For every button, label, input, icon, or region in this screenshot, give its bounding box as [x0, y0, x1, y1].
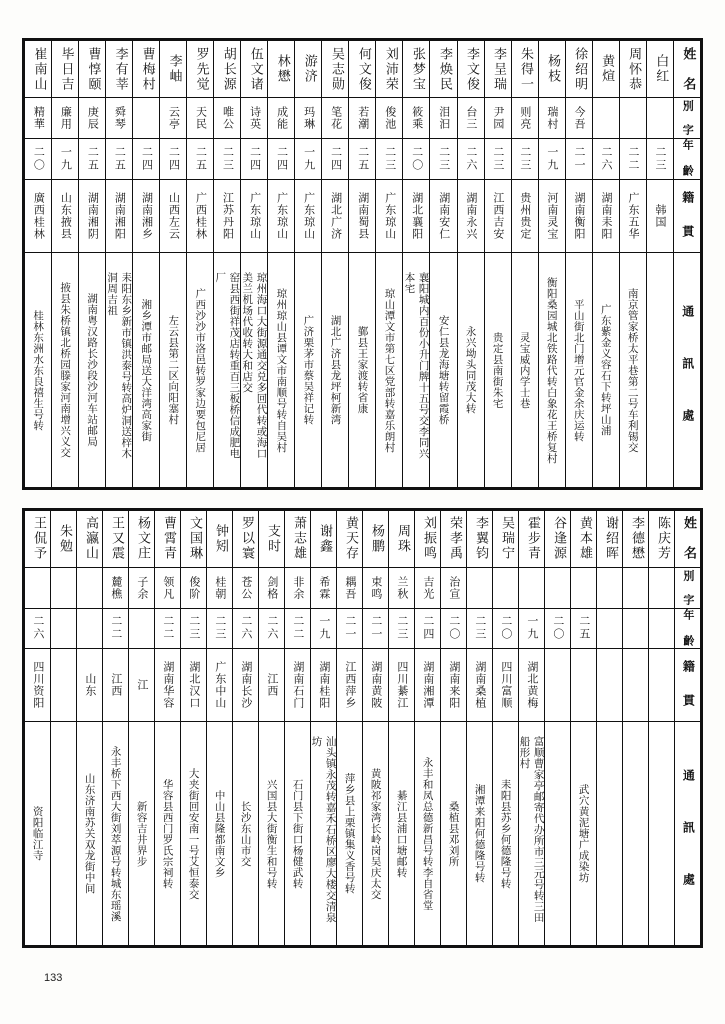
- cell-age-24: [649, 608, 675, 649]
- cell-age-12: 二五: [349, 138, 376, 179]
- cell-name-1: 朱勉: [51, 511, 77, 568]
- cell-age-22: [597, 608, 623, 649]
- cell-native-5: 山西左云: [160, 179, 187, 252]
- cell-alias-17: 尹园: [484, 98, 511, 139]
- cell-native-10: 湖南石门: [285, 649, 311, 722]
- cell-native-24: [649, 649, 675, 722]
- header-native: 籍 貫: [673, 179, 700, 252]
- cell-native-14: 四川綦江: [389, 649, 415, 722]
- cell-name-18: 朱得一: [511, 41, 538, 98]
- cell-name-3: 李有莘: [106, 41, 133, 98]
- cell-name-21: 黄煊: [592, 41, 619, 98]
- cell-alias-20: [545, 567, 571, 608]
- cell-name-12: 黄天存: [337, 511, 363, 568]
- cell-alias-13: 俊池: [376, 98, 403, 139]
- header-name: 姓 名: [673, 41, 700, 98]
- cell-name-11: 谢鑫: [311, 511, 337, 568]
- cell-address-11: 湖北广济县龙坪柯新湾: [322, 253, 349, 488]
- cell-name-23: 白红: [646, 41, 673, 98]
- cell-native-20: 湖南衡阳: [565, 179, 592, 252]
- cell-alias-15: 泪汩: [430, 98, 457, 139]
- cell-native-16: 湖南来阳: [441, 649, 467, 722]
- cell-name-23: 李德懋: [623, 511, 649, 568]
- cell-alias-16: 治宣: [441, 567, 467, 608]
- cell-native-10: 广东琼山: [295, 179, 322, 252]
- cell-address-15: 永丰和凤总德新昌号转李自省堂: [415, 722, 441, 946]
- cell-age-13: 二三: [376, 138, 403, 179]
- cell-age-19: 一九: [519, 608, 545, 649]
- cell-native-12: 湖南蜀县: [349, 179, 376, 252]
- cell-age-4: 二四: [133, 138, 160, 179]
- row-native: [25, 179, 701, 252]
- cell-age-6: 二三: [181, 608, 207, 649]
- cell-address-1: 掖县朱桥镇北桥园滕家河南增兴义交: [52, 253, 79, 488]
- cell-age-23: [623, 608, 649, 649]
- row-address: [25, 722, 701, 946]
- cell-address-13: 琼山潭文市第七区党部转嘉乐朗村: [376, 253, 403, 488]
- cell-name-15: 刘振鸣: [415, 511, 441, 568]
- cell-age-20: 二一: [565, 138, 592, 179]
- cell-address-22: [597, 722, 623, 946]
- cell-native-20: [545, 649, 571, 722]
- cell-age-15: 二三: [430, 138, 457, 179]
- cell-address-17: 湘潭来阳何德隆号转: [467, 722, 493, 946]
- cell-age-5: 二二: [155, 608, 181, 649]
- cell-address-24: [649, 722, 675, 946]
- cell-alias-1: [51, 567, 77, 608]
- cell-alias-10: 玛琳: [295, 98, 322, 139]
- cell-alias-8: 苍公: [233, 567, 259, 608]
- cell-name-7: 胡长源: [214, 41, 241, 98]
- cell-alias-22: [619, 98, 646, 139]
- cell-native-9: 广东琼山: [268, 179, 295, 252]
- cell-name-4: 杨文庄: [129, 511, 155, 568]
- cell-address-19: 富顺曹家亭邮寄代办所市三元号转三田船形村: [519, 722, 545, 946]
- cell-alias-12: 若潮: [349, 98, 376, 139]
- cell-name-16: 李文俊: [457, 41, 484, 98]
- cell-native-19: 河南灵宝: [538, 179, 565, 252]
- cell-address-19: 衡阳桑园城北铁路代转白象花王桥复村: [538, 253, 565, 488]
- cell-native-3: 湖南湘阳: [106, 179, 133, 252]
- cell-native-15: 湖南安仁: [430, 179, 457, 252]
- cell-address-20: [545, 722, 571, 946]
- cell-alias-20: 今吾: [565, 98, 592, 139]
- cell-age-12: 二一: [337, 608, 363, 649]
- cell-address-23: [623, 722, 649, 946]
- cell-native-1: [51, 649, 77, 722]
- cell-name-5: 李岫: [160, 41, 187, 98]
- cell-age-4: [129, 608, 155, 649]
- cell-native-8: 广东琼山: [241, 179, 268, 252]
- cell-address-21: 武穴黄泥塘广成染坊: [571, 722, 597, 946]
- cell-native-15: 湖南湘潭: [415, 649, 441, 722]
- cell-native-9: 江西: [259, 649, 285, 722]
- cell-alias-11: 希霖: [311, 567, 337, 608]
- cell-name-22: 周怀恭: [619, 41, 646, 98]
- cell-address-7: 窑县西街祥茂店转重百三板桥信成肥电厂: [214, 253, 241, 488]
- cell-alias-13: 束鸣: [363, 567, 389, 608]
- cell-alias-0: 精華: [25, 98, 52, 139]
- cell-address-4: 湘乡潭市邮局送大洋湾高家街: [133, 253, 160, 488]
- cell-age-8: 二六: [233, 608, 259, 649]
- cell-native-23: [623, 649, 649, 722]
- cell-address-17: 贵定县南街朱宅: [484, 253, 511, 488]
- cell-native-13: 湖南黄陂: [363, 649, 389, 722]
- cell-name-0: 崔南山: [25, 41, 52, 98]
- cell-name-0: 王侃予: [25, 511, 51, 568]
- cell-native-2: 山东: [77, 649, 103, 722]
- cell-alias-6: 天民: [187, 98, 214, 139]
- cell-address-13: 黄陂祁家湾长岭岗吴庆太交: [363, 722, 389, 946]
- cell-age-5: 二四: [160, 138, 187, 179]
- cell-native-8: 湖南长沙: [233, 649, 259, 722]
- registry-table-body: [25, 41, 701, 488]
- cell-name-4: 曹梅村: [133, 41, 160, 98]
- registry-table: [24, 510, 701, 946]
- cell-native-18: 贵州贵定: [511, 179, 538, 252]
- cell-age-14: 二三: [389, 608, 415, 649]
- cell-address-16: 永兴坳头同茂大转: [457, 253, 484, 488]
- cell-name-15: 李焕民: [430, 41, 457, 98]
- cell-alias-21: [592, 98, 619, 139]
- cell-alias-1: 廉用: [52, 98, 79, 139]
- cell-address-0: 资阳临江寺: [25, 722, 51, 946]
- cell-alias-5: 领凡: [155, 567, 181, 608]
- cell-alias-23: [646, 98, 673, 139]
- cell-age-21: 二五: [571, 608, 597, 649]
- registry-table: [24, 40, 701, 488]
- cell-name-9: 支时: [259, 511, 285, 568]
- cell-age-8: 二四: [241, 138, 268, 179]
- cell-age-13: 二一: [363, 608, 389, 649]
- cell-native-0: 四川资阳: [25, 649, 51, 722]
- cell-age-18: 二〇: [493, 608, 519, 649]
- cell-name-19: 霍步青: [519, 511, 545, 568]
- row-age: [25, 138, 701, 179]
- cell-age-15: 二四: [415, 608, 441, 649]
- registry-table-top: [22, 38, 703, 490]
- cell-alias-18: 则亮: [511, 98, 538, 139]
- cell-alias-0: [25, 567, 51, 608]
- row-name: [25, 511, 701, 568]
- cell-name-20: 谷逢源: [545, 511, 571, 568]
- cell-native-14: 湖北襄阳: [403, 179, 430, 252]
- page-number: 133: [44, 972, 63, 984]
- cell-alias-11: 笔花: [322, 98, 349, 139]
- cell-native-5: 湖南华容: [155, 649, 181, 722]
- cell-native-1: 山东掖县: [52, 179, 79, 252]
- cell-native-21: 湖南耒阳: [592, 179, 619, 252]
- cell-name-8: 伍文诸: [241, 41, 268, 98]
- cell-name-2: 曹惇颐: [79, 41, 106, 98]
- cell-address-4: 新容吉井界步: [129, 722, 155, 946]
- cell-address-23: [646, 253, 673, 488]
- cell-name-17: 李呈瑞: [484, 41, 511, 98]
- cell-name-10: 游济: [295, 41, 322, 98]
- cell-alias-21: [571, 567, 597, 608]
- row-address: [25, 253, 701, 488]
- cell-native-22: [597, 649, 623, 722]
- row-native: [25, 649, 701, 722]
- cell-address-18: 灵宝威内学士巷: [511, 253, 538, 488]
- cell-alias-2: [77, 567, 103, 608]
- cell-alias-17: [467, 567, 493, 608]
- cell-age-1: 一九: [52, 138, 79, 179]
- header-native: 籍 貫: [675, 649, 701, 722]
- cell-address-6: 广西沙沙市洛邑转罗家边要包尼居: [187, 253, 214, 488]
- cell-address-9: 琼州琼山县谭文市南顺号转自吴村: [268, 253, 295, 488]
- cell-name-2: 高瀛山: [77, 511, 103, 568]
- cell-native-23: 韩国: [646, 179, 673, 252]
- cell-alias-14: 筱乘: [403, 98, 430, 139]
- cell-age-17: 二三: [467, 608, 493, 649]
- cell-age-2: 二五: [79, 138, 106, 179]
- cell-address-1: [51, 722, 77, 946]
- cell-alias-5: 云亭: [160, 98, 187, 139]
- cell-native-12: 江西萍乡: [337, 649, 363, 722]
- cell-native-17: 湖南桑植: [467, 649, 493, 722]
- cell-name-19: 杨枝: [538, 41, 565, 98]
- cell-address-12: 萍乡县上栗镇集义香号转: [337, 722, 363, 946]
- cell-address-22: 南京管家桥太平巷第二号车利锡交: [619, 253, 646, 488]
- cell-alias-16: 台三: [457, 98, 484, 139]
- registry-table-bottom: [22, 508, 703, 948]
- cell-age-9: 二四: [268, 138, 295, 179]
- cell-name-18: 吴瑞宁: [493, 511, 519, 568]
- registry-table-body: [25, 511, 701, 946]
- cell-native-13: 广东琼山: [376, 179, 403, 252]
- cell-age-7: 二三: [207, 608, 233, 649]
- cell-native-3: 江西: [103, 649, 129, 722]
- cell-address-6: 大夹街回安南一号艾恒泰交: [181, 722, 207, 946]
- row-name: [25, 41, 701, 98]
- cell-name-13: 杨鹏: [363, 511, 389, 568]
- cell-native-7: 江苏丹阳: [214, 179, 241, 252]
- cell-age-11: 一九: [311, 608, 337, 649]
- cell-address-20: 平山街北门增元官金余庆运转: [565, 253, 592, 488]
- cell-age-21: 二六: [592, 138, 619, 179]
- cell-alias-19: 瑞村: [538, 98, 565, 139]
- cell-address-3: 耒阳东乡新市镇洪泰号转高炉洞送梓木洞周吉祖: [106, 253, 133, 488]
- cell-alias-15: 吉光: [415, 567, 441, 608]
- cell-name-14: 周珠: [389, 511, 415, 568]
- cell-age-0: 二六: [25, 608, 51, 649]
- cell-address-2: 山东济南苏关双龙街中间: [77, 722, 103, 946]
- cell-age-23: 二三: [646, 138, 673, 179]
- cell-alias-24: [649, 567, 675, 608]
- header-address: 通 訊 處: [675, 722, 701, 946]
- cell-name-22: 谢绍晖: [597, 511, 623, 568]
- cell-name-1: 毕日吉: [52, 41, 79, 98]
- cell-age-3: 二二: [103, 608, 129, 649]
- cell-alias-4: [133, 98, 160, 139]
- cell-alias-7: 唯公: [214, 98, 241, 139]
- cell-name-24: 陈庆芳: [649, 511, 675, 568]
- cell-name-17: 李翼钧: [467, 511, 493, 568]
- cell-address-12: 鄞县王家渡转省康: [349, 253, 376, 488]
- cell-alias-4: 子余: [129, 567, 155, 608]
- cell-alias-3: 麓樵: [103, 567, 129, 608]
- cell-age-6: 二五: [187, 138, 214, 179]
- cell-age-3: 二五: [106, 138, 133, 179]
- cell-name-16: 荣孝禹: [441, 511, 467, 568]
- cell-age-11: 二四: [322, 138, 349, 179]
- cell-alias-9: 成能: [268, 98, 295, 139]
- cell-address-8: 琼州海口大街源通交兑多回代转或海口美兰机场代收转大和店交: [241, 253, 268, 488]
- cell-alias-3: 舜琴: [106, 98, 133, 139]
- cell-name-8: 罗以寰: [233, 511, 259, 568]
- header-name: 姓 名: [675, 511, 701, 568]
- cell-address-3: 永丰桥下西大街刘萃源号转城东瑶溪: [103, 722, 129, 946]
- cell-address-15: 安仁县龙海塘转留霞桥: [430, 253, 457, 488]
- cell-name-6: 文国琳: [181, 511, 207, 568]
- header-age: 年 齡: [675, 608, 701, 649]
- cell-age-1: [51, 608, 77, 649]
- cell-native-4: 江: [129, 649, 155, 722]
- cell-name-10: 萧志雄: [285, 511, 311, 568]
- cell-name-5: 曹霄青: [155, 511, 181, 568]
- header-address: 通 訊 處: [673, 253, 700, 488]
- cell-age-22: 二二: [619, 138, 646, 179]
- cell-alias-23: [623, 567, 649, 608]
- cell-address-11: 汕头镇永茂转嘉禾石桥区廖大楼交清泉坊: [311, 722, 337, 946]
- cell-age-14: 二〇: [403, 138, 430, 179]
- cell-age-9: 二六: [259, 608, 285, 649]
- cell-name-13: 刘沛荣: [376, 41, 403, 98]
- cell-alias-10: 非余: [285, 567, 311, 608]
- cell-address-10: 石门县下街口杨健武转: [285, 722, 311, 946]
- row-alias: [25, 567, 701, 608]
- cell-alias-9: 剑格: [259, 567, 285, 608]
- cell-name-7: 钟矧: [207, 511, 233, 568]
- cell-age-2: [77, 608, 103, 649]
- cell-alias-6: 俊阶: [181, 567, 207, 608]
- cell-age-20: 二〇: [545, 608, 571, 649]
- cell-address-16: 桑植县邓刘所: [441, 722, 467, 946]
- cell-age-10: 二二: [285, 608, 311, 649]
- header-age: 年 齡: [673, 138, 700, 179]
- cell-native-22: 广东五华: [619, 179, 646, 252]
- cell-alias-12: 耦吾: [337, 567, 363, 608]
- cell-native-21: [571, 649, 597, 722]
- cell-age-19: 一九: [538, 138, 565, 179]
- cell-name-14: 张梦宝: [403, 41, 430, 98]
- cell-address-18: 耒阳县苏乡何德隆号转: [493, 722, 519, 946]
- header-alias: 別 字: [675, 567, 701, 608]
- cell-address-9: 兴国县大街衡生和号转: [259, 722, 285, 946]
- cell-age-16: 二六: [457, 138, 484, 179]
- cell-address-8: 长沙东山市交: [233, 722, 259, 946]
- cell-native-0: 廣西桂林: [25, 179, 52, 252]
- cell-name-3: 王又震: [103, 511, 129, 568]
- cell-name-12: 何文俊: [349, 41, 376, 98]
- cell-address-10: 广济栗茅市蔡吴祥记转: [295, 253, 322, 488]
- cell-age-18: 二三: [511, 138, 538, 179]
- cell-alias-22: [597, 567, 623, 608]
- cell-address-14: 襄阳城内百份小升门牌十五号交李同兴本宅: [403, 253, 430, 488]
- cell-name-11: 吴志勋: [322, 41, 349, 98]
- cell-native-11: 湖南桂阳: [311, 649, 337, 722]
- cell-name-9: 林懋: [268, 41, 295, 98]
- cell-address-2: 湖南粤汉路长沙段沙河车站邮局: [79, 253, 106, 488]
- cell-name-21: 黄本雄: [571, 511, 597, 568]
- cell-alias-14: 兰秋: [389, 567, 415, 608]
- cell-native-16: 湖南永兴: [457, 179, 484, 252]
- cell-address-14: 綦江县浦口塘邮转: [389, 722, 415, 946]
- cell-native-2: 湖南湘阴: [79, 179, 106, 252]
- row-alias: [25, 98, 701, 139]
- cell-address-0: 桂林东洲水东良禧生号转: [25, 253, 52, 488]
- cell-alias-2: 庚辰: [79, 98, 106, 139]
- cell-address-7: 中山县隆都南文乡: [207, 722, 233, 946]
- cell-address-5: 华容县西门罗氏宗祠转: [155, 722, 181, 946]
- cell-native-6: 湖北汉口: [181, 649, 207, 722]
- row-age: [25, 608, 701, 649]
- cell-native-11: 湖北广济: [322, 179, 349, 252]
- cell-age-17: 二三: [484, 138, 511, 179]
- cell-alias-7: 桂朝: [207, 567, 233, 608]
- cell-native-18: 四川富顺: [493, 649, 519, 722]
- cell-name-6: 罗先觉: [187, 41, 214, 98]
- cell-alias-18: [493, 567, 519, 608]
- cell-age-7: 二三: [214, 138, 241, 179]
- cell-alias-19: [519, 567, 545, 608]
- cell-age-0: 二〇: [25, 138, 52, 179]
- cell-name-20: 徐绍明: [565, 41, 592, 98]
- cell-native-6: 广西桂林: [187, 179, 214, 252]
- cell-native-4: 湖南湘乡: [133, 179, 160, 252]
- cell-address-5: 左云县第二区向阳塞村: [160, 253, 187, 488]
- header-alias: 別 字: [673, 98, 700, 139]
- cell-age-16: 二〇: [441, 608, 467, 649]
- cell-age-10: 一九: [295, 138, 322, 179]
- cell-native-17: 江西吉安: [484, 179, 511, 252]
- cell-alias-8: 诗英: [241, 98, 268, 139]
- cell-address-21: 广东紫金义容石下转坪山浦: [592, 253, 619, 488]
- cell-native-19: 湖北黄梅: [519, 649, 545, 722]
- cell-native-7: 广东中山: [207, 649, 233, 722]
